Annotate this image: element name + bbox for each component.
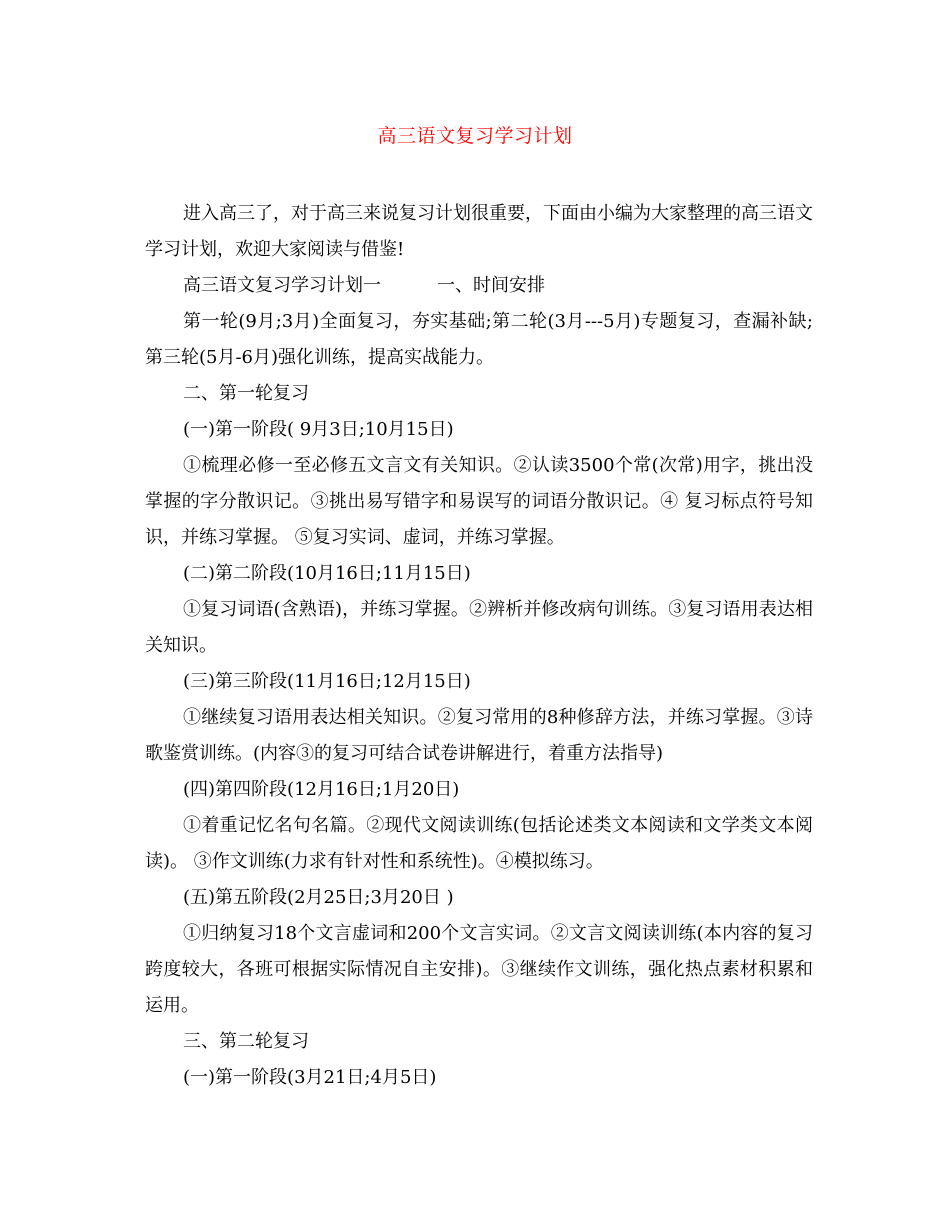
- heading-first-round: 二、第一轮复习: [183, 383, 309, 404]
- document-body: [145, 196, 813, 1096]
- heading-second-round-stage-1: (一)第一阶段(3月21日;4月5日): [183, 1067, 437, 1088]
- paragraph-stage-2: ①复习词语(含熟语)，并练习掌握。②辨析并修改病句训练。③复习语用表达相关知识。: [145, 599, 813, 656]
- paragraph-stage-3: ①继续复习语用表达相关知识。②复习常用的8种修辞方法，并练习掌握。③诗歌鉴赏训练。(内容③的复习可结合试卷讲解进行，着重方法指导): [145, 707, 813, 764]
- paragraph-stage-1: ①梳理必修一至必修五文言文有关知识。②认读3500个常(次常)用字，挑出没掌握的字分散识记。③挑出易写错字和易误写的词语分散识记。④ 复习标点符号知识，并练习掌握。 ⑤复习实词、虚词，并练习掌握。: [145, 455, 813, 548]
- paragraph-stage-5: ①归纳复习18个文言虚词和200个文言实词。②文言文阅读训练(本内容的复习跨度较大，各班可根据实际情况自主安排)。③继续作文训练，强化热点素材积累和运用。: [145, 923, 813, 1016]
- plan-heading: 高三语文复习学习计划一: [183, 275, 381, 296]
- document-title: 高三语文复习学习计划: [377, 125, 573, 147]
- heading-second-round: 三、第二轮复习: [183, 1031, 309, 1052]
- heading-stage-2: (二)第二阶段(10月16日;11月15日): [183, 563, 471, 584]
- heading-stage-3: (三)第三阶段(11月16日;12月15日): [183, 671, 471, 692]
- paragraph-stage-4: ①着重记忆名句名篇。②现代文阅读训练(包括论述类文本阅读和文学类文本阅读)。 ③作文训练(力求有针对性和系统性)。④模拟练习。: [145, 815, 813, 872]
- paragraph-time-arrangement: 第一轮(9月;3月)全面复习，夯实基础;第二轮(3月---5月)专题复习，查漏补缺;第三轮(5月-6月)强化训练，提高实战能力。: [145, 311, 813, 368]
- heading-stage-1: (一)第一阶段( 9月3日;10月15日): [183, 419, 454, 440]
- paragraph-intro: 进入高三了，对于高三来说复习计划很重要，下面由小编为大家整理的高三语文学习计划，欢迎大家阅读与借鉴!: [145, 203, 813, 260]
- heading-stage-4: (四)第四阶段(12月16日;1月20日): [183, 779, 460, 800]
- section-heading-line: [145, 268, 813, 304]
- heading-stage-5: (五)第五阶段(2月25日;3月20日 ): [183, 887, 454, 908]
- time-heading: 一、时间安排: [437, 275, 545, 296]
